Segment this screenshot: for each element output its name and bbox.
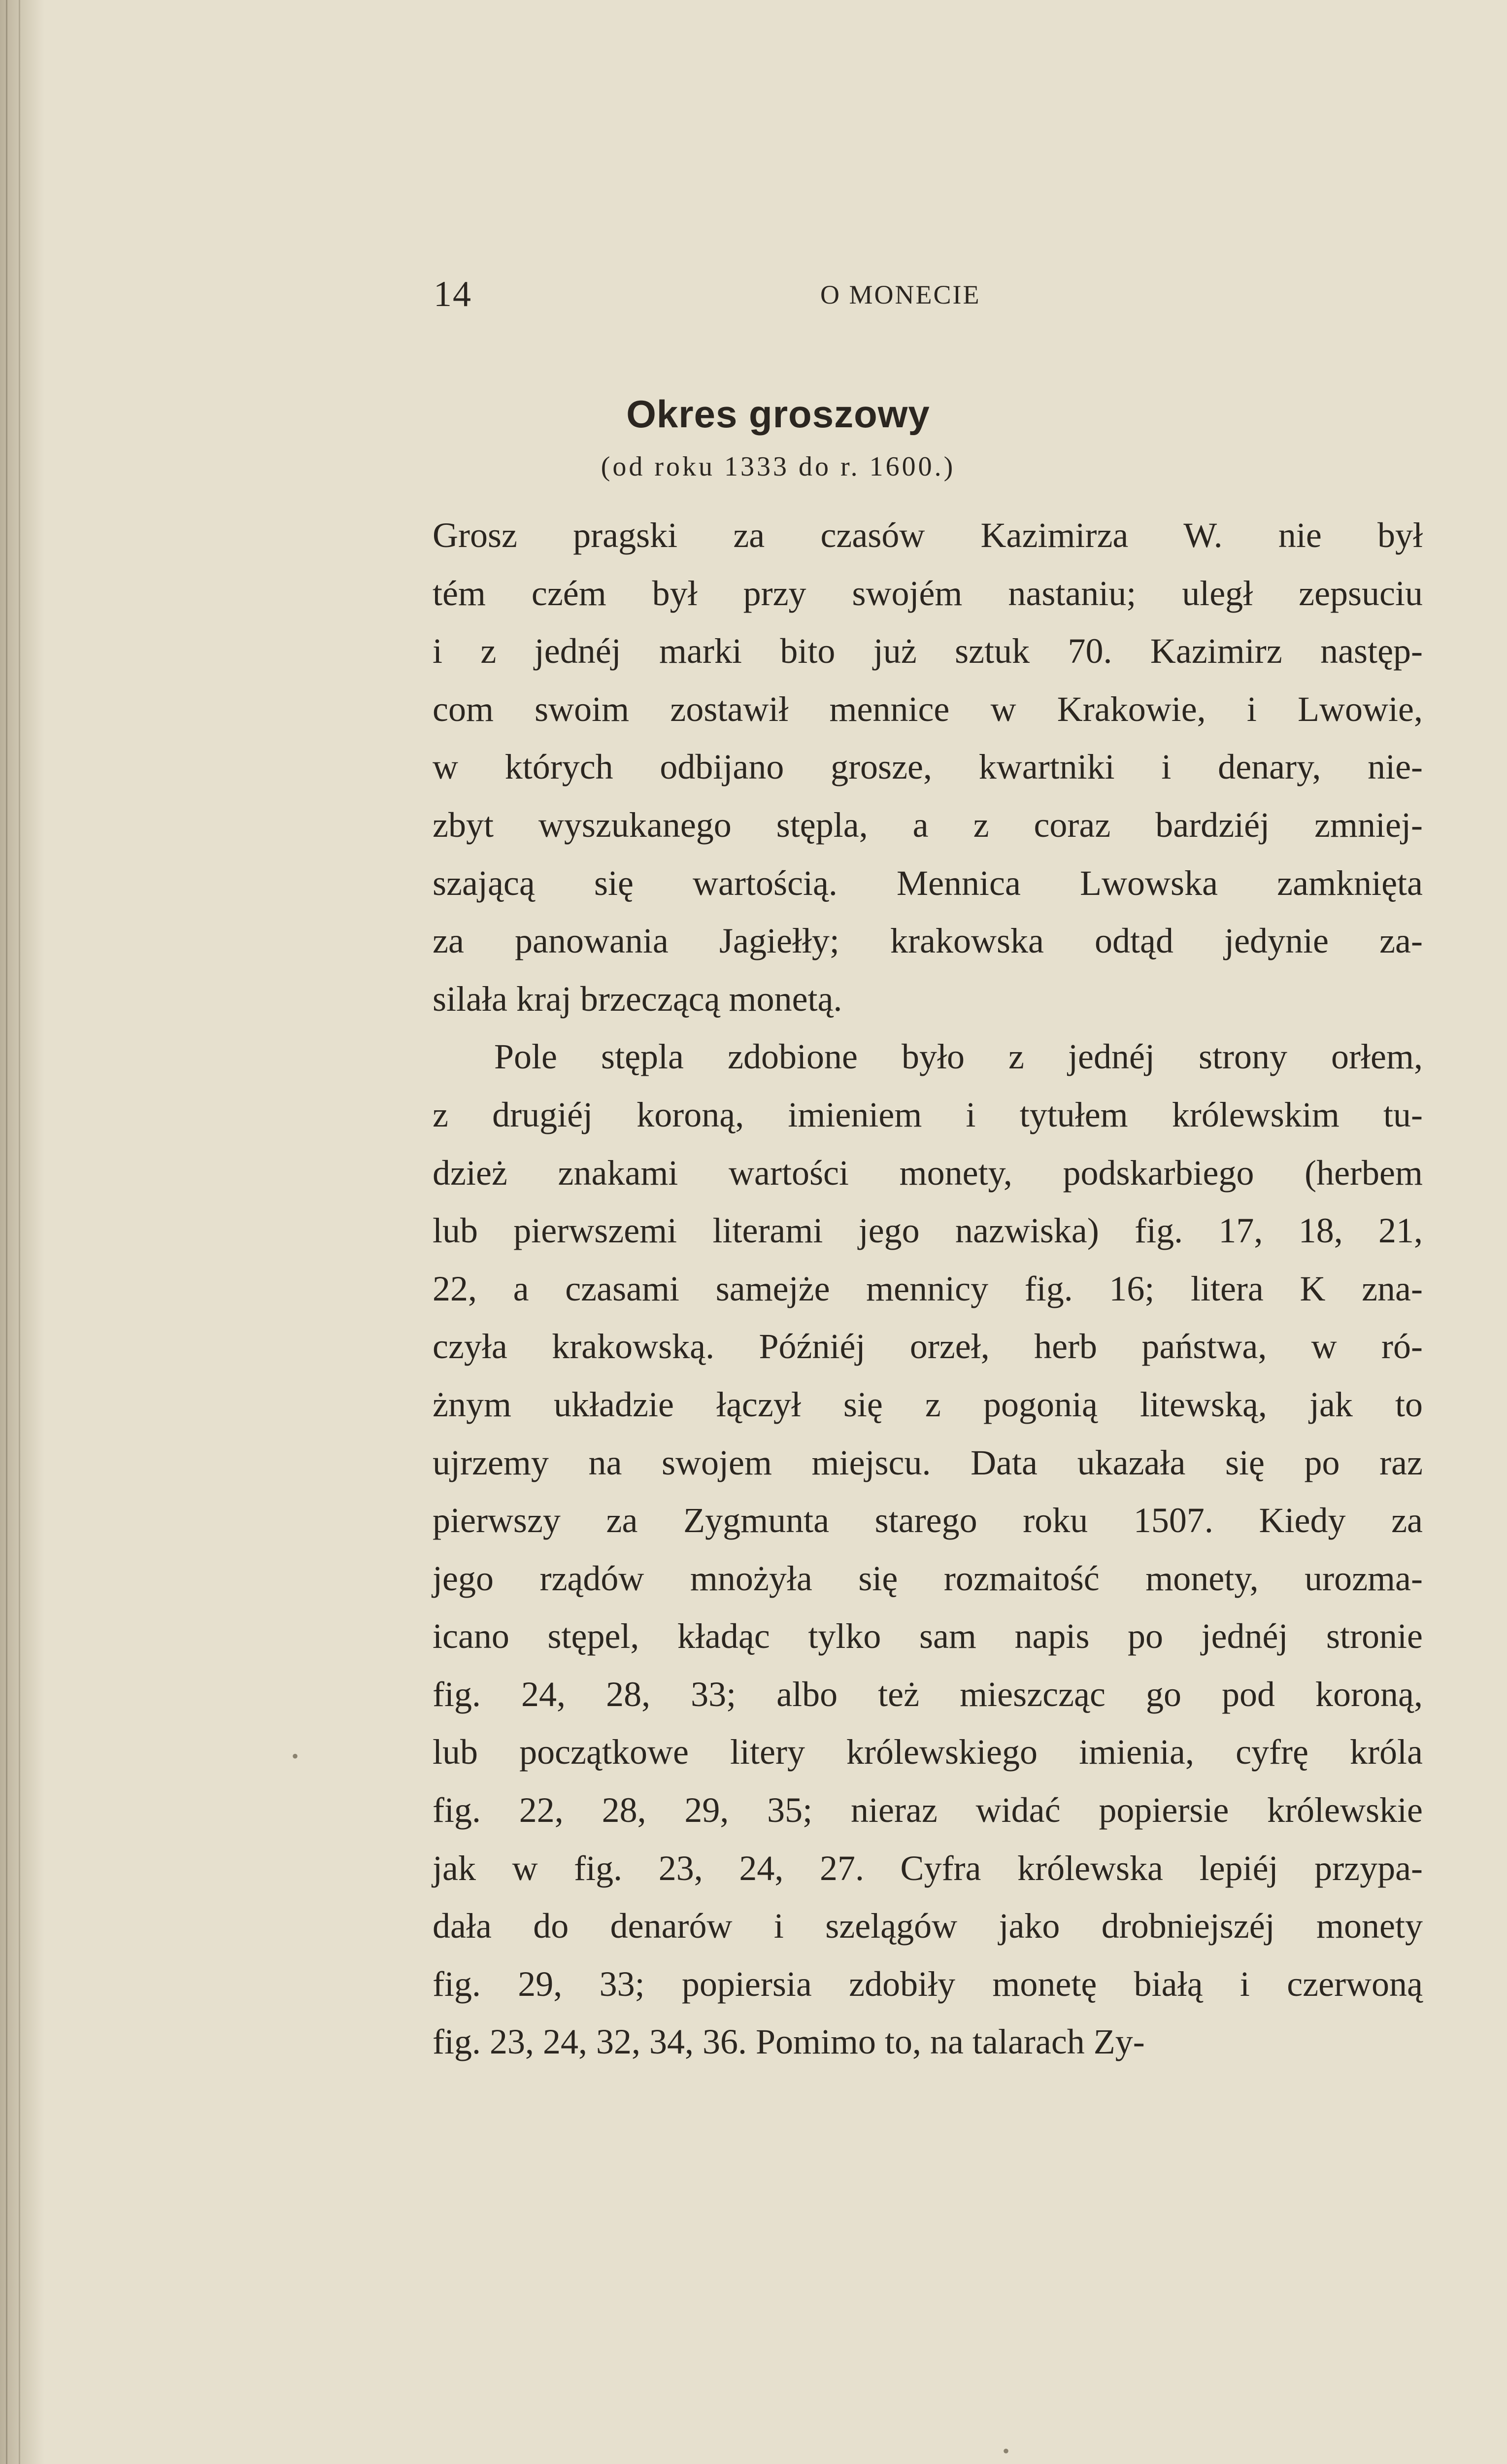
text-line: silała kraj brzeczącą monetą. — [433, 979, 842, 1019]
text-line: jego rządów mnożyła się rozmaitość monety, urozma- — [433, 1558, 1423, 1598]
text-line: Grosz pragski za czasów Kazimirza W. nie był — [433, 515, 1423, 555]
spine-edge-line — [19, 0, 20, 2464]
text-line: żnym układzie łączył się z pogonią litewską, jak to — [433, 1384, 1423, 1424]
section-title: Okres groszowy — [626, 392, 930, 436]
text-line: fig. 22, 28, 29, 35; nieraz widać popiersie królewskie — [433, 1790, 1423, 1830]
text-line: fig. 29, 33; popiersia zdobiły monetę białą i czerwoną — [433, 1964, 1423, 2004]
text-line: dała do denarów i szelągów jako drobniejszéj monety — [433, 1906, 1423, 1946]
text-line: 22, a czasami samejże mennicy fig. 16; litera K zna- — [433, 1268, 1423, 1308]
text-line: com swoim zostawił mennice w Krakowie, i Lwowie, — [433, 689, 1423, 729]
page-header — [434, 274, 1025, 318]
text-line: szającą się wartością. Mennica Lwowska zamknięta — [433, 863, 1423, 903]
ink-speck: • — [1003, 2440, 1010, 2462]
text-line: fig. 24, 28, 33; albo też mieszcząc go pod koroną, — [433, 1674, 1423, 1714]
text-line: dzież znakami wartości monety, podskarbiego (herbem — [433, 1153, 1423, 1193]
text-line: ujrzemy na swojem miejscu. Data ukazała się po raz — [433, 1442, 1423, 1482]
text-line: tém czém był przy swojém nastaniu; uległ zepsuciu — [433, 573, 1423, 613]
paragraph — [433, 1028, 1423, 2071]
running-title: O MONECIE — [820, 280, 981, 309]
text-line: fig. 23, 24, 32, 34, 36. Pomimo to, na talarach Zy- — [433, 2022, 1145, 2062]
ink-speck: • — [292, 1745, 299, 1767]
text-line: lub pierwszemi literami jego nazwiska) fig. 17, 18, 21, — [433, 1211, 1423, 1251]
text-line: w których odbijano grosze, kwartniki i denary, nie- — [433, 747, 1423, 787]
text-line: pierwszy za Zygmunta starego roku 1507. Kiedy za — [433, 1501, 1423, 1540]
spine-edge-line — [6, 0, 7, 2464]
text-line: icano stępel, kładąc tylko sam napis po jednéj stronie — [433, 1616, 1423, 1656]
page-number: 14 — [434, 274, 472, 314]
text-line: lub początkowe litery królewskiego imienia, cyfrę króla — [433, 1732, 1423, 1772]
text-line: za panowania Jagiełły; krakowska odtąd jedynie za- — [433, 921, 1423, 961]
paragraph — [433, 507, 1423, 1028]
text-line: czyła krakowską. Późniéj orzeł, herb państwa, w ró- — [433, 1327, 1423, 1367]
section-subtitle: (od roku 1333 do r. 1600.) — [601, 451, 956, 482]
text-line: jak w fig. 23, 24, 27. Cyfra królewska lepiéj przypa- — [433, 1848, 1423, 1888]
body-text — [433, 507, 1423, 2071]
text-line: i z jednéj marki bito już sztuk 70. Kazimirz następ- — [433, 631, 1423, 671]
text-line: Pole stępla zdobione było z jednéj strony orłem, — [494, 1037, 1423, 1077]
text-line: zbyt wyszukanego stępla, a z coraz bardziéj zmniej- — [433, 805, 1423, 845]
text-line: z drugiéj koroną, imieniem i tytułem królewskim tu- — [433, 1095, 1423, 1134]
